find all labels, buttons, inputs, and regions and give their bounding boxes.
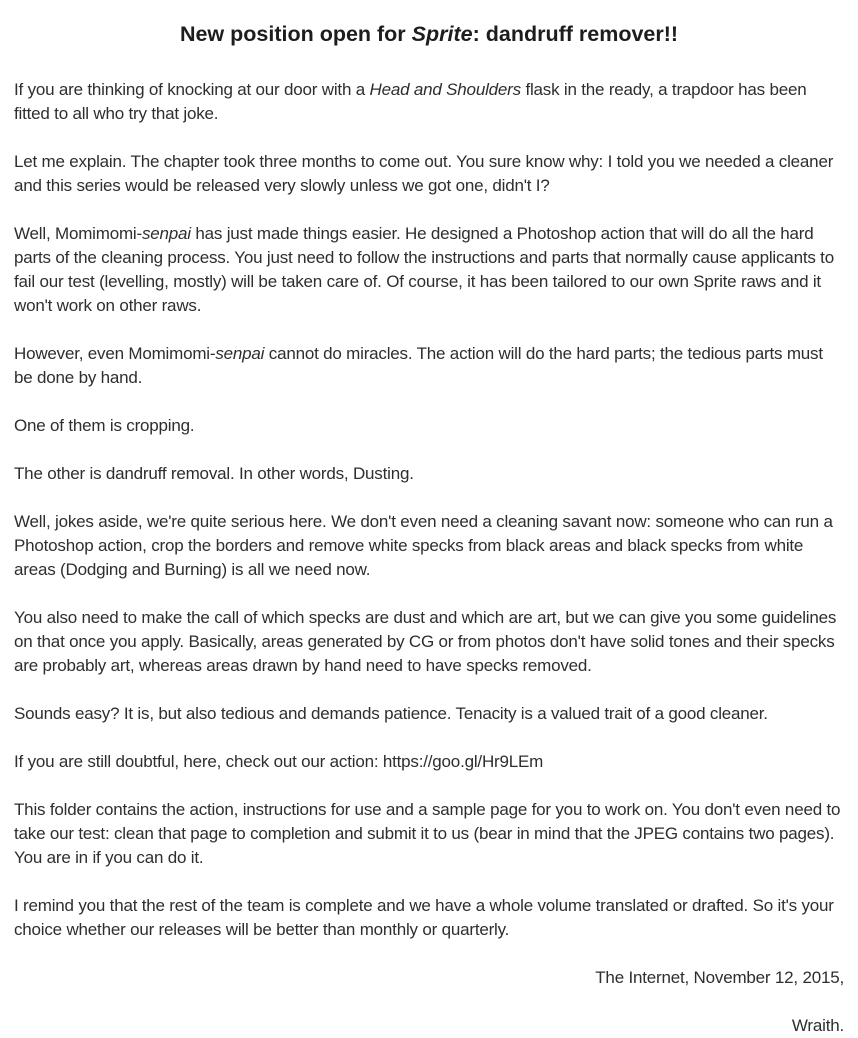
text-run: However, even Momimomi- [14, 344, 216, 363]
paragraph [14, 222, 844, 318]
text-run: cannot do miracles. The action will do the hard parts; the tedious parts must be done by hand. [14, 344, 823, 387]
paragraph [14, 606, 844, 678]
text-run: If you are still doubtful, here, check out our action: https://goo.gl/Hr9LEm [14, 752, 544, 771]
text-run: This folder contains the action, instructions for use and a sample page for you to work on. You don't even need to take our test: clean that page to completion and submit it to us (bear in mind that the JPEG contains two pages). You are in if you can do it. [14, 800, 841, 867]
paragraph [14, 750, 844, 774]
text-run: has just made things easier. He designed a Photoshop action that will do all the hard parts of the cleaning process. You just need to follow the instructions and parts that normally cause applicants to fail our test (levelling, mostly) will be taken care of. Of course, it has been tailored to our own Sprite raws and it won't work on other raws. [14, 224, 834, 315]
paragraph [14, 342, 844, 390]
signature-block [14, 966, 844, 1038]
text-run: Well, Momimomi- [14, 224, 142, 243]
paragraph [14, 78, 844, 126]
paragraph [14, 462, 844, 486]
italic-text-run: Sprite [411, 22, 473, 46]
signature-name: Wraith. [791, 1016, 844, 1035]
text-run: One of them is cropping. [14, 416, 195, 435]
text-run: If you are thinking of knocking at our door with a [14, 80, 370, 99]
text-run: The other is dandruff removal. In other words, Dusting. [14, 464, 414, 483]
paragraph [14, 894, 844, 942]
text-run: Well, jokes aside, we're quite serious here. We don't even need a cleaning savant now: someone who can run a Photoshop action, crop the borders and remove white specks from black areas and black specks from white areas (Dodging and Burning) is all we need now. [14, 512, 833, 579]
paragraph [14, 798, 844, 870]
paragraph [14, 510, 844, 582]
paragraphs [14, 78, 844, 942]
text-run: flask in the ready, a trapdoor has been fitted to all who try that joke. [14, 80, 807, 123]
text-run: I remind you that the rest of the team is complete and we have a whole volume translated or drafted. So it's your choice whether our releases will be better than monthly or quarterly. [14, 896, 834, 939]
paragraph [14, 702, 844, 726]
italic-text-run: senpai [215, 344, 265, 363]
italic-text-run: senpai [141, 224, 191, 243]
italic-text-run: Head and Shoulders [369, 80, 521, 99]
signature-date: The Internet, November 12, 2015, [595, 968, 844, 987]
paragraph [14, 414, 844, 438]
page-title [14, 20, 844, 48]
text-run: You also need to make the call of which specks are dust and which are art, but we can give you some guidelines on that once you apply. Basically, areas generated by CG or from photos don't have solid tones and their specks are probably art, whereas areas drawn by hand need to have specks removed. [14, 608, 837, 675]
text-run: : dandruff remover!! [472, 22, 679, 46]
paragraph [14, 150, 844, 198]
text-run: Let me explain. The chapter took three months to come out. You sure know why: I told you we needed a cleaner and this series would be released very slowly unless we got one, didn't I? [14, 152, 834, 195]
text-run: Sounds easy? It is, but also tedious and demands patience. Tenacity is a valued trait of a good cleaner. [14, 704, 768, 723]
text-run: New position open for [179, 22, 412, 46]
